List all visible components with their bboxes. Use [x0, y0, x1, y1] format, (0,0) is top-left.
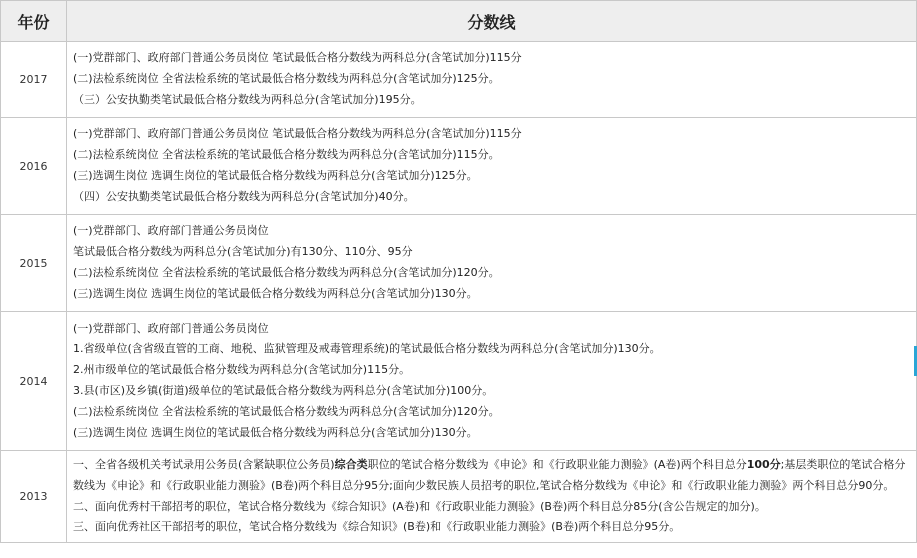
score-cell [67, 42, 917, 118]
header-year: 年份 [1, 1, 67, 42]
score-line: (三)选调生岗位 选调生岗位的笔试最低合格分数线为两科总分(含笔试加分)130分。 [73, 286, 478, 300]
score-line: (二)法检系统岗位 全省法检系统的笔试最低合格分数线为两科总分(含笔试加分)120分。 [73, 404, 500, 418]
header-score: 分数线 [67, 1, 917, 42]
paragraph-text: ;基层类职位的笔试合格分数线为《申论》和《行政职业能力测验》(B卷)两个科目总分95分;面向少数民族人员招考的职位,笔试合格分数线为《申论》和《行政职业能力测验》两个科目总分90分。 [73, 458, 906, 492]
score-line: 1.省级单位(含省级直管的工商、地税、监狱管理及戒毒管理系统)的笔试最低合格分数线为两科总分(含笔试加分)130分。 [73, 342, 661, 356]
year-cell: 2015 [1, 215, 67, 312]
score-line: (三)选调生岗位 选调生岗位的笔试最低合格分数线为两科总分(含笔试加分)125分。 [73, 169, 478, 182]
year-cell: 2013 [1, 451, 67, 543]
score-line: 三、面向优秀社区干部招考的职位，笔试合格分数线为《综合知识》(B卷)和《行政职业能力测验》(B卷)两个科目总分95分。 [73, 520, 681, 534]
score-line: 笔试最低合格分数线为两科总分(含笔试加分)有130分、110分、95分 [73, 245, 413, 259]
score-line: (三)选调生岗位 选调生岗位的笔试最低合格分数线为两科总分(含笔试加分)130分。 [73, 425, 478, 439]
score-line: 3.县(市区)及乡镇(街道)级单位的笔试最低合格分数线为两科总分(含笔试加分)100分。 [73, 384, 494, 397]
score-line: (一)党群部门、政府部门普通公务员岗位 [73, 321, 269, 335]
table-header-row [1, 1, 917, 42]
bold-text: 100分 [746, 458, 781, 471]
score-paragraph [73, 455, 912, 497]
score-line: (二)法检系统岗位 全省法检系统的笔试最低合格分数线为两科总分(含笔试加分)115分。 [73, 148, 500, 162]
table-row-2013 [1, 451, 917, 543]
year-cell: 2014 [1, 312, 67, 451]
score-line: （四）公安执勤类笔试最低合格分数线为两科总分(含笔试加分)40分。 [73, 189, 415, 203]
table-row-2015 [1, 215, 917, 312]
score-line: (一)党群部门、政府部门普通公务员岗位 笔试最低合格分数线为两科总分(含笔试加分)115分 [73, 51, 522, 65]
score-line: 2.州市级单位的笔试最低合格分数线为两科总分(含笔试加分)115分。 [73, 363, 411, 377]
score-line: (二)法检系统岗位 全省法检系统的笔试最低合格分数线为两科总分(含笔试加分)120分。 [73, 266, 500, 279]
paragraph-text: 职位的笔试合格分数线为《申论》和《行政职业能力测验》(A卷)两个科目总分 [367, 458, 747, 471]
score-line: （三）公安执勤类笔试最低合格分数线为两科总分(含笔试加分)195分。 [73, 92, 422, 106]
bold-text: 综合类 [334, 458, 368, 471]
table-row-2014 [1, 312, 917, 451]
score-line: (二)法检系统岗位 全省法检系统的笔试最低合格分数线为两科总分(含笔试加分)125分。 [73, 72, 500, 86]
year-cell: 2016 [1, 118, 67, 215]
year-cell: 2017 [1, 42, 67, 118]
score-cell [67, 312, 917, 451]
score-line: (一)党群部门、政府部门普通公务员岗位 笔试最低合格分数线为两科总分(含笔试加分)115分 [73, 127, 522, 141]
score-line: 二、面向优秀村干部招考的职位，笔试合格分数线为《综合知识》(A卷)和《行政职业能力测验》(B卷)两个科目总分85分(含公告规定的加分)。 [73, 499, 766, 513]
table-row-2016 [1, 118, 917, 215]
score-cell [67, 215, 917, 312]
paragraph-text: 一、全省各级机关考试录用公务员(含紧缺职位公务员) [73, 458, 335, 471]
score-line: (一)党群部门、政府部门普通公务员岗位 [73, 224, 269, 238]
table-row-2017 [1, 42, 917, 118]
score-cell [67, 118, 917, 215]
score-cell [67, 451, 917, 543]
